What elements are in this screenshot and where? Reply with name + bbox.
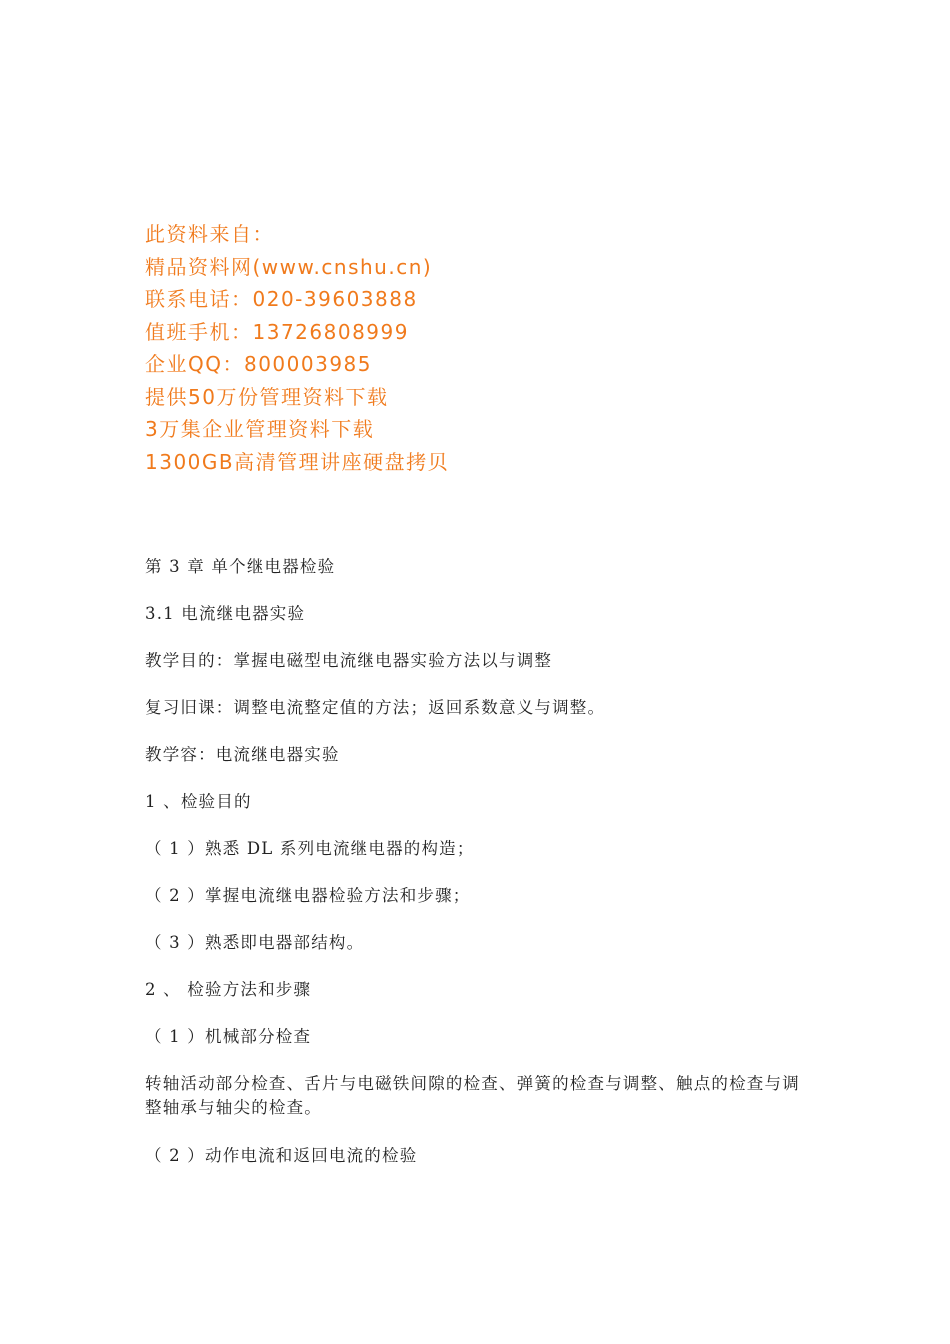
promo-offer-line: 提供50万份管理资料下载	[145, 384, 389, 409]
item2-sub1: （ 1 ）机械部分检查	[145, 1027, 312, 1046]
item2-description: 转轴活动部分检查、舌片与电磁铁间隙的检查、弹簧的检查与调整、触点的检查与调整轴承与轴尖的检查。	[145, 1074, 800, 1117]
promo-mobile-line: 值班手机：13726808999	[145, 319, 409, 344]
item2-sub2: （ 2 ）动作电流和返回电流的检验	[145, 1146, 418, 1165]
item1-sub3: （ 3 ）熟悉即电器部结构。	[145, 933, 365, 952]
promo-lecture-line: 1300GB高清管理讲座硬盘拷贝	[145, 449, 450, 474]
section-title: 3.1 电流继电器实验	[145, 604, 306, 623]
promo-qq-line: 企业QQ：800003985	[145, 352, 373, 376]
promo-block	[145, 218, 765, 478]
review-note: 复习旧课：调整电流整定值的方法；返回系数意义与调整。	[145, 698, 606, 717]
promo-source-line: 此资料来自：	[145, 222, 274, 246]
item1-sub2: （ 2 ）掌握电流继电器检验方法和步骤；	[145, 886, 471, 905]
promo-collection-line: 3万集企业管理资料下载	[145, 417, 375, 441]
promo-website-line: 精品资料网(www.cnshu.cn)	[145, 254, 433, 279]
chapter-title: 第 3 章 单个继电器检验	[145, 557, 336, 576]
promo-phone-line: 联系电话：020-39603888	[145, 287, 418, 311]
item2-heading: 2 、 检验方法和步骤	[145, 980, 312, 999]
document-body	[145, 555, 805, 1191]
teaching-content: 教学容：电流继电器实验	[145, 745, 340, 764]
item1-heading: 1 、检验目的	[145, 792, 252, 811]
item1-sub1: （ 1 ）熟悉 DL 系列电流继电器的构造；	[145, 839, 475, 858]
teaching-goal: 教学目的：掌握电磁型电流继电器实验方法以与调整	[145, 651, 553, 670]
